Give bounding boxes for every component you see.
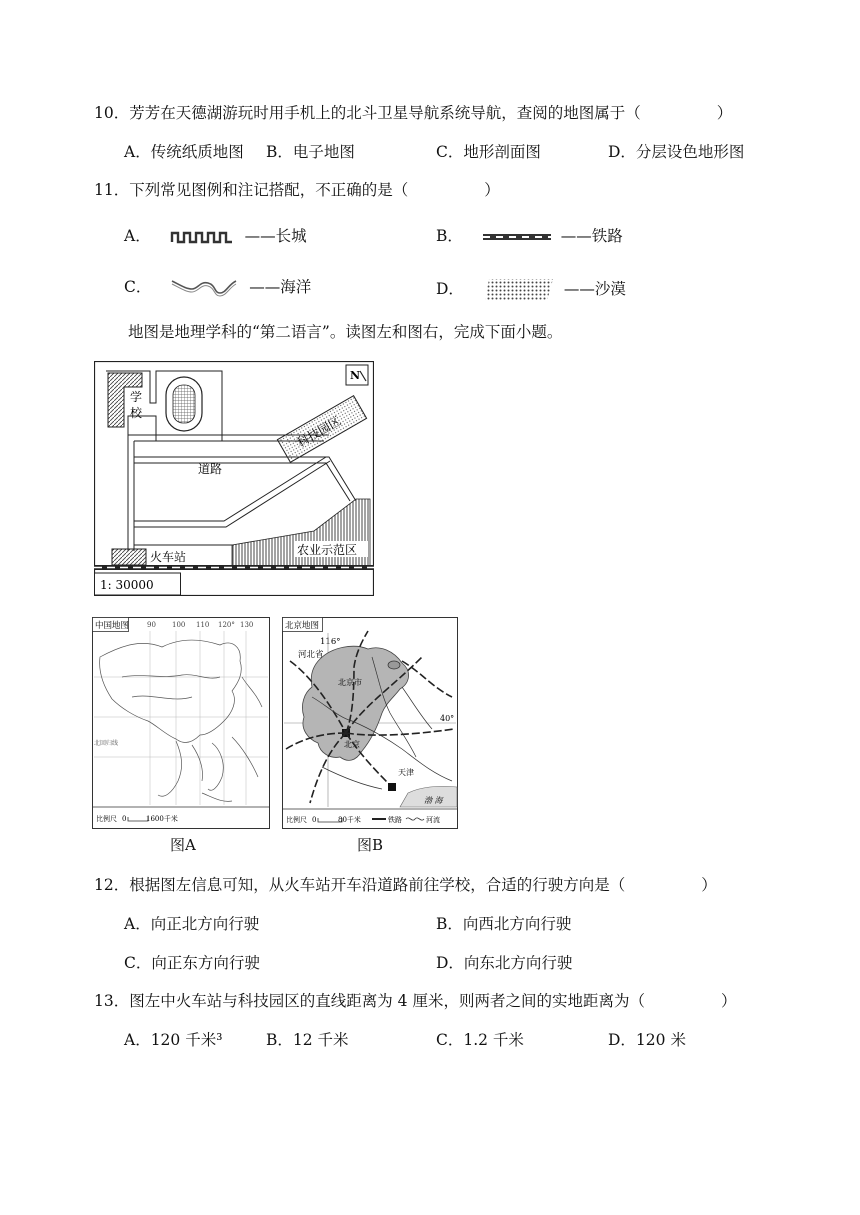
map-b-lat: 40° bbox=[440, 714, 455, 723]
agri-label: 农业示范区 bbox=[297, 543, 358, 557]
map-b-scale-label: 比例尺 bbox=[286, 816, 307, 824]
map-b-title: 北京地图 bbox=[285, 621, 320, 631]
q12-option-b: B．向西北方向行驶 bbox=[436, 915, 572, 933]
q10-option-c: C．地形剖面图 bbox=[436, 143, 541, 161]
q11-option-c: C． ——海洋 bbox=[124, 277, 311, 299]
q13-option-c: C．1.2 千米 bbox=[436, 1031, 524, 1049]
map-a-tick: 100 bbox=[172, 621, 186, 629]
desert-legend-icon bbox=[483, 277, 555, 303]
q12-option-c: C．向正东方向行驶 bbox=[124, 954, 260, 972]
tech-park-label: 科技园区 bbox=[294, 413, 344, 450]
map-b-tianjin: 天津 bbox=[398, 768, 414, 777]
school-label-2: 校 bbox=[130, 406, 143, 420]
map-a-scale-value: 1600千米 bbox=[146, 815, 178, 823]
q13-option-d: D．120 米 bbox=[608, 1031, 686, 1049]
map-b-scale-zero: 0 bbox=[312, 816, 317, 824]
road-label: 道路 bbox=[198, 462, 223, 476]
q10-option-d: D．分层设色地形图 bbox=[608, 143, 745, 161]
north-label: N bbox=[350, 369, 361, 382]
map-b-legend-rail: 铁路 bbox=[388, 816, 402, 824]
map-a-side-label: 北回归线 bbox=[94, 740, 119, 747]
map-a-title: 中国地图 bbox=[95, 621, 130, 631]
q10-option-a: A．传统纸质地图 bbox=[124, 143, 244, 161]
intro-text: 地图是地理学科的“第二语言”。读图左和图右，完成下面小题。 bbox=[128, 323, 563, 341]
question-12-stem: 12．根据图左信息可知，从火车站开车沿道路前往学校，合适的行驶方向是（ ） bbox=[94, 876, 717, 894]
map-b-scale-value: 80千米 bbox=[338, 816, 361, 824]
q13-option-a: A．120 千米³ bbox=[124, 1031, 223, 1049]
left-map bbox=[94, 361, 374, 596]
map-b-lon: 116° bbox=[320, 637, 341, 647]
q13-option-b: B．12 千米 bbox=[266, 1031, 349, 1049]
q11-option-d: D． ——沙漠 bbox=[436, 277, 626, 303]
map-a-tick: 130 bbox=[240, 621, 254, 629]
map-a-tick: 110 bbox=[196, 621, 210, 629]
map-b-bohai: 渤 海 bbox=[424, 796, 443, 805]
q12-option-a: A．向正北方向行驶 bbox=[124, 915, 260, 933]
question-10-stem: 10．芳芳在天德湖游玩时用手机上的北斗卫星导航系统导航，查阅的地图属于（ ） bbox=[94, 104, 733, 122]
ocean-legend-icon bbox=[170, 277, 240, 299]
map-b-hebei: 河北省 bbox=[298, 650, 324, 660]
map-a-tick: 90 bbox=[147, 621, 156, 629]
china-map bbox=[92, 617, 270, 829]
q10-option-b: B．电子地图 bbox=[266, 143, 355, 161]
map-b-beijing-city: 北京市 bbox=[338, 678, 362, 687]
station-label: 火车站 bbox=[150, 550, 187, 564]
map-a-tick: 120° bbox=[218, 621, 235, 629]
q11-option-a: A． ——长城 bbox=[124, 227, 307, 245]
map-a-scale-label: 比例尺 bbox=[96, 815, 117, 823]
school-label: 学 bbox=[130, 390, 143, 404]
map-a-caption: 图A bbox=[170, 836, 196, 854]
beijing-map bbox=[282, 617, 458, 829]
map-b-legend-river: 河流 bbox=[426, 816, 440, 824]
question-11-stem: 11．下列常见图例和注记搭配，不正确的是（ ） bbox=[94, 181, 500, 199]
map-b-beijing: 北京 bbox=[344, 740, 360, 749]
map-b-caption: 图B bbox=[357, 836, 384, 854]
scale-label: 1: 30000 bbox=[100, 578, 154, 592]
q11-option-b: B． ——铁路 bbox=[436, 227, 623, 245]
map-a-scale-zero: 0 bbox=[122, 815, 127, 823]
railway-legend-icon bbox=[482, 229, 552, 245]
great-wall-legend-icon bbox=[170, 229, 236, 245]
question-13-stem: 13．图左中火车站与科技园区的直线距离为 4 厘米，则两者之间的实地距离为（ ） bbox=[94, 992, 737, 1010]
q12-option-d: D．向东北方向行驶 bbox=[436, 954, 573, 972]
